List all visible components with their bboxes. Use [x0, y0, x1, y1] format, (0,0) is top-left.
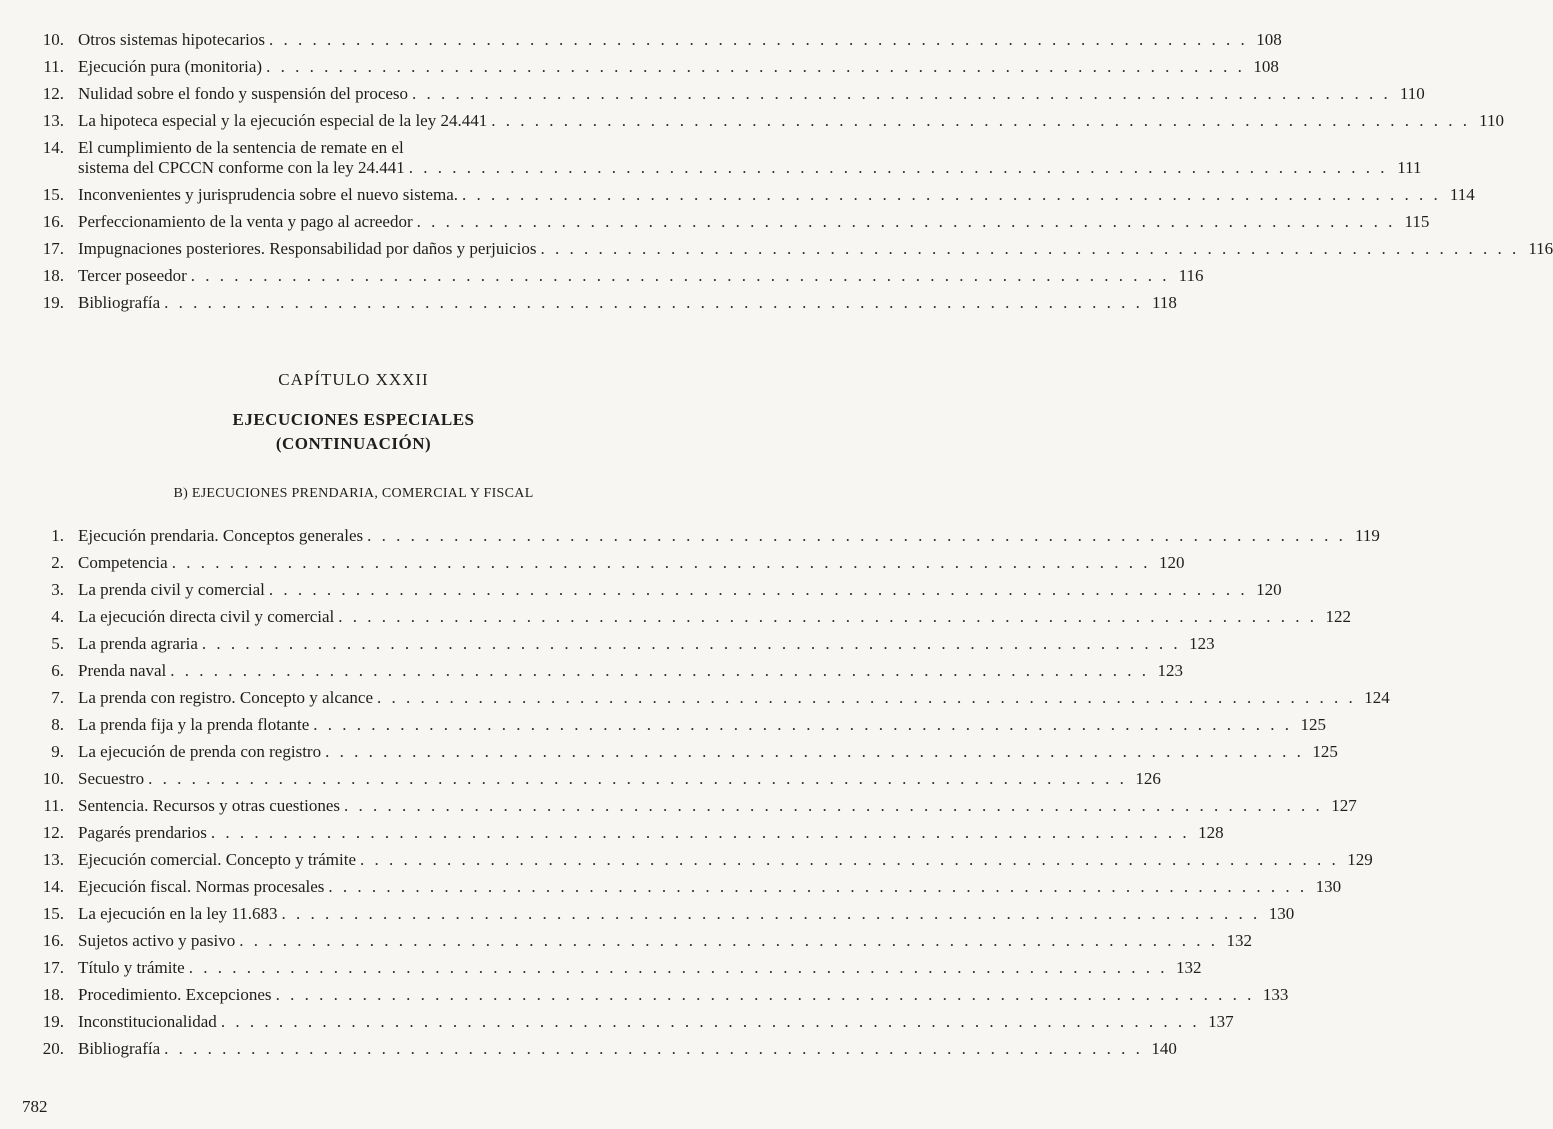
dot-leader: . . . . . . . . . . . . . . . . . . . . . . . . . . . . . . . . . . . . . . . . . . . . . . . . . . . . . . . . . . . . . . . . . . . . — [148, 769, 1127, 788]
toc-entry-number: 17. — [42, 958, 64, 977]
toc-entry — [0, 580, 1282, 607]
dot-leader: . . . . . . . . . . . . . . . . . . . . . . . . . . . . . . . . . . . . . . . . . . . . . . . . . . . . . . . . . . . . . . . . . . . . — [344, 796, 1323, 815]
toc-entry-title: Sujetos activo y pasivo — [78, 931, 236, 950]
toc-entry — [0, 607, 1352, 634]
toc-entry-line — [78, 715, 1327, 735]
toc-entry-number: 19. — [42, 293, 64, 312]
toc-entry-line — [78, 904, 1295, 924]
toc-entry — [0, 850, 1373, 877]
toc-entry-line — [78, 266, 1204, 286]
dot-leader: . . . . . . . . . . . . . . . . . . . . . . . . . . . . . . . . . . . . . . . . . . . . . . . . . . . . . . . . . . . . . . . . . . . . — [325, 742, 1304, 761]
toc-entry-body — [78, 634, 1215, 654]
toc-entry-title: Sentencia. Recursos y otras cuestiones — [78, 796, 341, 815]
dot-leader: . . . . . . . . . . . . . . . . . . . . . . . . . . . . . . . . . . . . . . . . . . . . . . . . . . . . . . . . . . . . . . . . . . . . — [491, 111, 1470, 130]
toc-entry — [0, 1012, 1234, 1039]
toc-entry-number: 12. — [42, 84, 64, 103]
toc-entry-body — [78, 958, 1202, 978]
toc-entry — [0, 239, 1553, 266]
dot-leader: . . . . . . . . . . . . . . . . . . . . . . . . . . . . . . . . . . . . . . . . . . . . . . . . . . . . . . . . . . . . . . . . . . . . — [540, 239, 1520, 258]
toc-entry-page: 133 — [1262, 985, 1289, 1004]
toc-entry-title: Perfeccionamiento de la venta y pago al acreedor — [78, 212, 413, 231]
toc-entry-title: La prenda agraria — [78, 634, 198, 653]
dot-leader: . . . . . . . . . . . . . . . . . . . . . . . . . . . . . . . . . . . . . . . . . . . . . . . . . . . . . . . . . . . . . . . . . . . . — [313, 715, 1293, 734]
toc-entry-page: 132 — [1226, 931, 1252, 950]
toc-entry-body — [78, 84, 1425, 104]
toc-entry-number: 18. — [42, 266, 64, 285]
toc-entry-title: La ejecución en la ley 11.683 — [78, 904, 278, 923]
toc-entry-number: 15. — [42, 185, 64, 204]
toc-entry-page: 116 — [1178, 266, 1204, 285]
toc-entry-title: Título y trámite — [78, 958, 185, 977]
dot-leader: . . . . . . . . . . . . . . . . . . . . . . . . . . . . . . . . . . . . . . . . . . . . . . . . . . . . . . . . . . . . . . . . . . . . — [367, 526, 1346, 545]
toc-entry-page: 114 — [1449, 185, 1475, 204]
toc-entry-line — [78, 742, 1338, 762]
toc-entry-line — [78, 688, 1390, 708]
toc-entry-title: La ejecución directa civil y comercial — [78, 607, 335, 626]
toc-entry-body — [78, 688, 1390, 708]
toc-entry-number: 14. — [42, 138, 64, 157]
toc-entry-number: 20. — [42, 1039, 64, 1058]
toc-entry-number: 17. — [42, 239, 64, 258]
toc-entry-number: 5. — [51, 634, 64, 653]
toc-entry — [0, 553, 1185, 580]
toc-entry-title: Inconstitucionalidad — [78, 1012, 217, 1031]
dot-leader: . . . . . . . . . . . . . . . . . . . . . . . . . . . . . . . . . . . . . . . . . . . . . . . . . . . . . . . . . . . . . . . . . . . . — [188, 958, 1168, 977]
toc-entry-page: 137 — [1208, 1012, 1234, 1031]
toc-entry-title: Ejecución prendaria. Conceptos generales — [78, 526, 364, 545]
toc-entry-line — [78, 958, 1202, 978]
toc-entry-page: 115 — [1404, 212, 1430, 231]
toc-entry-page: 108 — [1253, 57, 1279, 76]
toc-entry-line — [78, 185, 1475, 205]
toc-entry-number: 18. — [42, 985, 64, 1004]
toc-entry-line — [78, 634, 1215, 654]
toc-entry-body — [78, 607, 1352, 627]
toc-entry-page: 128 — [1198, 823, 1224, 842]
toc-entry-number: 14. — [42, 877, 64, 896]
toc-entry-body — [78, 239, 1553, 259]
toc-entry-number: 12. — [42, 823, 64, 842]
dot-leader: . . . . . . . . . . . . . . . . . . . . . . . . . . . . . . . . . . . . . . . . . . . . . . . . . . . . . . . . . . . . . . . . . . . . — [281, 904, 1261, 923]
toc-entry-number: 2. — [51, 553, 64, 572]
dot-leader: . . . . . . . . . . . . . . . . . . . . . . . . . . . . . . . . . . . . . . . . . . . . . . . . . . . . . . . . . . . . . . . . . . . . — [164, 1039, 1143, 1058]
dot-leader: . . . . . . . . . . . . . . . . . . . . . . . . . . . . . . . . . . . . . . . . . . . . . . . . . . . . . . . . . . . . . . . . . . . . — [239, 931, 1218, 950]
toc-entry-number: 1. — [51, 526, 64, 545]
toc-entry — [0, 796, 1357, 823]
toc-entry-page: 132 — [1175, 958, 1202, 977]
toc-entry-page: 122 — [1325, 607, 1352, 626]
toc-entry-body — [78, 580, 1282, 600]
toc-entry-line — [78, 138, 685, 158]
toc-entry-line — [78, 1039, 1177, 1059]
toc-entry-number: 13. — [42, 111, 64, 130]
toc-entry — [0, 688, 1390, 715]
toc-entry-page: 111 — [1397, 158, 1422, 177]
toc-entry-title: La prenda fija y la prenda flotante — [78, 715, 310, 734]
toc-entry — [0, 293, 1177, 320]
toc-entry-page: 140 — [1151, 1039, 1177, 1058]
toc-entry-number: 8. — [51, 715, 64, 734]
toc-entry-line — [78, 526, 1380, 546]
toc-entry-page: 120 — [1256, 580, 1282, 599]
dot-leader: . . . . . . . . . . . . . . . . . . . . . . . . . . . . . . . . . . . . . . . . . . . . . . . . . . . . . . . . . . . . . . . . . . . . — [328, 877, 1308, 896]
toc-entry-number: 10. — [42, 30, 64, 49]
chapter-subtitle: B) EJECUCIONES PRENDARIA, COMERCIAL Y FISCAL — [173, 486, 534, 501]
toc-entry — [0, 526, 1380, 553]
dot-leader: . . . . . . . . . . . . . . . . . . . . . . . . . . . . . . . . . . . . . . . . . . . . . . . . . . . . . . . . . . . . . . . . . . . . — [164, 293, 1143, 312]
toc-entry-line — [78, 823, 1224, 843]
toc-entry-body — [78, 293, 1177, 313]
toc-entry-title: Tercer poseedor — [78, 266, 187, 285]
toc-entry — [0, 985, 1289, 1012]
toc-entry-page: 110 — [1479, 111, 1504, 130]
toc-entry-line — [78, 30, 1282, 50]
toc-entry-number: 15. — [42, 904, 64, 923]
dot-leader: . . . . . . . . . . . . . . . . . . . . . . . . . . . . . . . . . . . . . . . . . . . . . . . . . . . . . . . . . . . . . . . . . . . . — [416, 212, 1396, 231]
toc-entry-page: 123 — [1189, 634, 1215, 653]
toc-entry-body — [78, 30, 1282, 50]
toc-entry-body — [78, 796, 1357, 816]
toc-entry-line — [78, 877, 1342, 897]
toc-entry-body — [78, 823, 1224, 843]
toc-entry-line — [78, 985, 1289, 1005]
toc-entry-body — [78, 185, 1475, 205]
toc-entry-number: 11. — [43, 57, 64, 76]
toc-entry-title: Ejecución pura (monitoria) — [78, 57, 263, 76]
toc-entry-body — [78, 526, 1380, 546]
toc-entry-title: Prenda naval — [78, 661, 167, 680]
toc-entry — [0, 111, 1504, 138]
toc-entry-body — [78, 742, 1338, 762]
dot-leader: . . . . . . . . . . . . . . . . . . . . . . . . . . . . . . . . . . . . . . . . . . . . . . . . . . . . . . . . . . . . . . . . . . . . — [268, 30, 1248, 49]
toc-entry-page: 110 — [1399, 84, 1425, 103]
toc-entry-line — [78, 1012, 1234, 1032]
toc-entry-line — [78, 607, 1352, 627]
toc-entry-title: La ejecución de prenda con registro — [78, 742, 322, 761]
toc-entry-page: 125 — [1300, 715, 1327, 734]
dot-leader: . . . . . . . . . . . . . . . . . . . . . . . . . . . . . . . . . . . . . . . . . . . . . . . . . . . . . . . . . . . . . . . . . . . . — [377, 688, 1356, 707]
dot-leader: . . . . . . . . . . . . . . . . . . . . . . . . . . . . . . . . . . . . . . . . . . . . . . . . . . . . . . . . . . . . . . . . . . . . — [360, 850, 1339, 869]
toc-entry-number: 19. — [42, 1012, 64, 1031]
toc-entry-body — [78, 111, 1504, 131]
toc-entry-line — [78, 769, 1161, 789]
toc-entry-line — [78, 158, 1422, 178]
toc-entry-title: Bibliografía — [78, 293, 161, 312]
toc-entry-number: 16. — [42, 212, 64, 231]
toc-entry — [0, 634, 1215, 661]
toc-entry-title: Competencia — [78, 553, 168, 572]
toc-entry-body — [78, 57, 1279, 77]
toc-entry-title: La prenda con registro. Concepto y alcance — [78, 688, 374, 707]
dot-leader: . . . . . . . . . . . . . . . . . . . . . . . . . . . . . . . . . . . . . . . . . . . . . . . . . . . . . . . . . . . . . . . . . . . . — [190, 266, 1170, 285]
toc-entry-body — [78, 212, 1430, 232]
toc-entry-title: Secuestro — [78, 769, 145, 788]
toc-entry-page: 127 — [1331, 796, 1357, 815]
toc-entry — [0, 266, 1204, 293]
toc-entry-number: 13. — [42, 850, 64, 869]
toc-entry-title: sistema del CPCCN conforme con la ley 24.441 — [78, 158, 405, 177]
toc-entry-body — [78, 850, 1373, 870]
chapter-label: CAPÍTULO XXXII — [278, 370, 429, 389]
dot-leader: . . . . . . . . . . . . . . . . . . . . . . . . . . . . . . . . . . . . . . . . . . . . . . . . . . . . . . . . . . . . . . . . . . . . — [338, 607, 1318, 626]
toc-entry-number: 9. — [51, 742, 64, 761]
toc-entry — [0, 715, 1327, 742]
toc-entry-page: 123 — [1157, 661, 1184, 680]
toc-entry-body — [78, 1039, 1177, 1059]
toc-entry-title: Otros sistemas hipotecarios — [78, 30, 265, 49]
toc-entry-body — [78, 904, 1295, 924]
toc-entry — [0, 742, 1338, 769]
toc-list-previous-chapter — [0, 30, 1553, 320]
toc-entry-page: 126 — [1135, 769, 1161, 788]
toc-entry — [0, 661, 1184, 688]
toc-entry-page: 130 — [1315, 877, 1342, 896]
toc-entry-line — [78, 84, 1425, 104]
dot-leader: . . . . . . . . . . . . . . . . . . . . . . . . . . . . . . . . . . . . . . . . . . . . . . . . . . . . . . . . . . . . . . . . . . . . — [171, 553, 1151, 572]
dot-leader: . . . . . . . . . . . . . . . . . . . . . . . . . . . . . . . . . . . . . . . . . . . . . . . . . . . . . . . . . . . . . . . . . . . . — [275, 985, 1255, 1004]
toc-entry-line — [78, 931, 1252, 951]
chapter-title-line-1: EJECUCIONES ESPECIALES — [232, 410, 475, 429]
toc-entry-body — [78, 715, 1327, 735]
toc-entry — [0, 931, 1252, 958]
toc-entry-title: Ejecución comercial. Concepto y trámite — [78, 850, 357, 869]
dot-leader: . . . . . . . . . . . . . . . . . . . . . . . . . . . . . . . . . . . . . . . . . . . . . . . . . . . . . . . . . . . . . . . . . . . . — [266, 57, 1245, 76]
toc-entry-number: 11. — [43, 796, 64, 815]
toc-entry-title: Ejecución fiscal. Normas procesales — [78, 877, 325, 896]
dot-leader: . . . . . . . . . . . . . . . . . . . . . . . . . . . . . . . . . . . . . . . . . . . . . . . . . . . . . . . . . . . . . . . . . . . . — [408, 158, 1388, 177]
toc-entry-number: 3. — [51, 580, 64, 599]
toc-entry — [0, 30, 1282, 57]
toc-entry — [0, 1039, 1177, 1066]
toc-entry-title: Impugnaciones posteriores. Responsabilidad por daños y perjuicios — [78, 239, 537, 258]
toc-entry-number: 4. — [51, 607, 64, 626]
toc-entry-title: Procedimiento. Excepciones — [78, 985, 272, 1004]
toc-entry-line — [78, 580, 1282, 600]
toc-entry-body — [78, 985, 1289, 1005]
toc-entry-body — [78, 138, 1422, 178]
toc-entry — [0, 958, 1202, 985]
toc-entry-number: 10. — [42, 769, 64, 788]
toc-entry-title: El cumplimiento de la sentencia de remate en el — [78, 138, 404, 157]
toc-entry-page: 116 — [1528, 239, 1553, 258]
toc-entry-title: La hipoteca especial y la ejecución especial de la ley 24.441 — [78, 111, 488, 130]
toc-entry-title: Bibliografía — [78, 1039, 161, 1058]
toc-entry-body — [78, 553, 1185, 573]
toc-entry-title: La prenda civil y comercial — [78, 580, 265, 599]
toc-entry — [0, 769, 1161, 796]
dot-leader: . . . . . . . . . . . . . . . . . . . . . . . . . . . . . . . . . . . . . . . . . . . . . . . . . . . . . . . . . . . . . . . . . . . . — [412, 84, 1391, 103]
toc-entry-body — [78, 661, 1184, 681]
dot-leader: . . . . . . . . . . . . . . . . . . . . . . . . . . . . . . . . . . . . . . . . . . . . . . . . . . . . . . . . . . . . . . . . . . . . — [170, 661, 1150, 680]
toc-entry-page: 124 — [1364, 688, 1390, 707]
toc-entry — [0, 904, 1295, 931]
toc-entry — [0, 877, 1342, 904]
toc-entry-title: Pagarés prendarios — [78, 823, 207, 842]
toc-entry-body — [78, 931, 1252, 951]
dot-leader: . . . . . . . . . . . . . . . . . . . . . . . . . . . . . . . . . . . . . . . . . . . . . . . . . . . . . . . . . . . . . . . . . . . . — [268, 580, 1248, 599]
toc-entry-body — [78, 769, 1161, 789]
toc-entry — [0, 138, 1422, 185]
toc-entry-line — [78, 661, 1184, 681]
toc-entry-title: Inconvenientes y jurisprudencia sobre el nuevo sistema. — [78, 185, 459, 204]
toc-entry — [0, 212, 1430, 239]
chapter-title-line-2: (CONTINUACIÓN) — [275, 434, 432, 453]
toc-entry — [0, 823, 1224, 850]
toc-entry-page: 119 — [1354, 526, 1380, 545]
toc-entry-line — [78, 239, 1553, 259]
chapter-title — [0, 408, 707, 456]
toc-entry-line — [78, 850, 1373, 870]
toc-entry-page: 125 — [1312, 742, 1338, 761]
toc-entry-line — [78, 111, 1504, 131]
toc-entry-body — [78, 1012, 1234, 1032]
toc-entry — [0, 84, 1425, 111]
toc-entry-line — [78, 57, 1279, 77]
toc-entry-number: 7. — [51, 688, 64, 707]
toc-list-chapter-xxxii — [0, 526, 1390, 1066]
toc-entry-body — [78, 877, 1342, 897]
toc-entry-body — [78, 266, 1204, 286]
toc-entry-line — [78, 553, 1185, 573]
dot-leader: . . . . . . . . . . . . . . . . . . . . . . . . . . . . . . . . . . . . . . . . . . . . . . . . . . . . . . . . . . . . . . . . . . . . — [462, 185, 1441, 204]
toc-entry-number: 6. — [51, 661, 64, 680]
dot-leader: . . . . . . . . . . . . . . . . . . . . . . . . . . . . . . . . . . . . . . . . . . . . . . . . . . . . . . . . . . . . . . . . . . . . — [201, 634, 1181, 653]
page-number: 782 — [22, 1097, 48, 1116]
toc-entry-page: 129 — [1347, 850, 1373, 869]
dot-leader: . . . . . . . . . . . . . . . . . . . . . . . . . . . . . . . . . . . . . . . . . . . . . . . . . . . . . . . . . . . . . . . . . . . . — [220, 1012, 1200, 1031]
toc-entry-page: 120 — [1158, 553, 1185, 572]
toc-entry-line — [78, 212, 1430, 232]
toc-entry-title: Nulidad sobre el fondo y suspensión del proceso — [78, 84, 409, 103]
toc-entry-line — [78, 293, 1177, 313]
toc-entry — [0, 185, 1475, 212]
dot-leader: . . . . . . . . . . . . . . . . . . . . . . . . . . . . . . . . . . . . . . . . . . . . . . . . . . . . . . . . . . . . . . . . . . . . — [210, 823, 1190, 842]
toc-entry — [0, 57, 1279, 84]
toc-entry-page: 118 — [1152, 293, 1177, 312]
toc-entry-page: 108 — [1256, 30, 1282, 49]
toc-entry-number: 16. — [42, 931, 64, 950]
toc-entry-page: 130 — [1268, 904, 1295, 923]
toc-entry-line — [78, 796, 1357, 816]
